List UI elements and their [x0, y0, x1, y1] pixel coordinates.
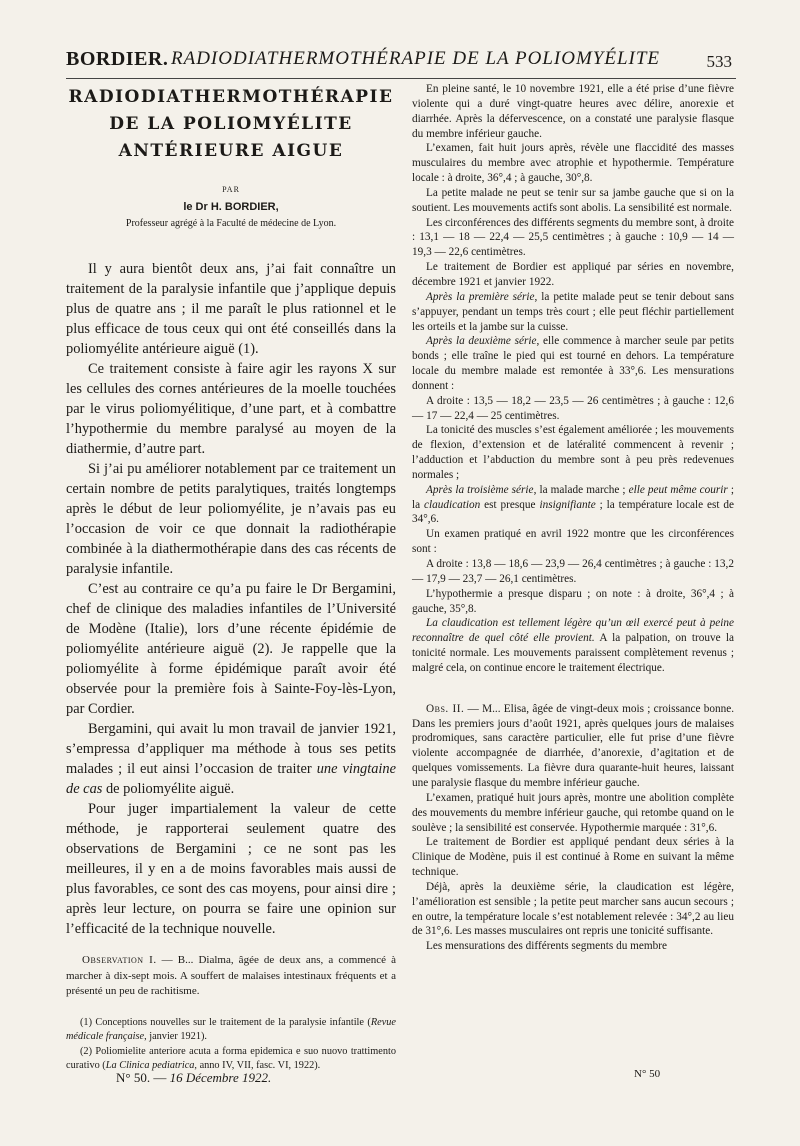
- main-text: [66, 259, 396, 939]
- footer-left: N° 50. — 16 Décembre 1922.: [116, 1070, 272, 1085]
- observation-2-label: Obs. II.: [426, 702, 465, 715]
- issue-number-right: N° 50: [634, 1068, 661, 1080]
- right-paragraph-14: La claudication est tellement légère qu’un œil exercé peut à peine reconnaître de quel côté elle provient. A la palpation, on trouve la tonicité normale. Les mouvements paraissent complètement revenus ; malgré cela, on continue encore le traitement électrique.: [412, 617, 734, 674]
- running-header: [66, 44, 736, 79]
- paragraph-6: Pour juger impartialement la valeur de cette méthode, je rapporterai seulement quatre des observations de Bergamini ; ce ne sont pas les meilleures, il y en a de moins favorables mais aussi de plus favorables, ce sont des cas moyens, pour ainsi dire ; après leur lecture, on pourra se faire une opinion sur l’efficacité de la technique nouvelle.: [66, 801, 396, 937]
- footnote-2: (2) Poliomielite anteriore acuta a forma epidemica e suo nuovo trattimento curativo (La Clinica pediatrica, anno IV, VII, fasc. VI, 1922).: [66, 1045, 396, 1071]
- article-title-line-2: DE LA POLIOMYÉLITE: [109, 114, 353, 134]
- right-paragraph-15: L’examen, pratiqué huit jours après, montre une abolition complète des mouvements du membre inférieur gauche, qui retombe quand on le soulève ; la sensibilité est conservée. Hypothermie marquée : 31°,6.: [412, 791, 734, 834]
- emphasis-vingtaine: une vingtaine de cas: [66, 761, 396, 797]
- observation-2: Obs. II. — M... Elisa, âgée de vingt-deux mois ; croissance bonne. Dans les premiers jours d’août 1921, après quelques jours de malaises prodromiques, sans caractère particulier, elle fut prise d’une fièvre violente accompagnée de diarrhée, d’anorexie, d’agitation et de quelques vomissements. La fièvre dura quarante-huit heures, laissant une paralysie flasque du membre inférieur gauche.: [412, 702, 735, 789]
- paragraph-5: Bergamini, qui avait lu mon travail de janvier 1921, s’empressa d’appliquer ma méthode à tous ses petits malades ; il eut ainsi l’occasion de traiter une vingtaine de cas de poliomyélite aiguë.: [66, 721, 396, 797]
- paragraph-1: Il y aura bientôt deux ans, j’ai fait connaître un traitement de la paralysie infantile que j’applique depuis plus de quatre ans ; il me paraît le plus rationnel et le plus efficace de tous ceux qui ont été conseillés dans la poliomyélite antérieure aiguë (1).: [66, 261, 396, 357]
- right-measurements-1: A droite : 13,5 — 18,2 — 23,5 — 26 centimètres ; à gauche : 12,6 — 17 — 22,4 — 25 centimètres.: [412, 394, 734, 422]
- observation-1: [66, 953, 396, 1000]
- right-paragraph-9: La tonicité des muscles s’est également améliorée ; les mouvements de flexion, d’extension et de latéralité commencent à revenir ; l’adduction et l’abduction du membre sont à peu près redevenues normales ;: [412, 424, 734, 481]
- right-paragraph-17: Déjà, après la deuxième série, la claudication est légère, l’amélioration est sensible ; la petite peut marcher sans aucun secours ; en outre, la température locale s’est notablement relevée : 34°,2 au lieu de 31°,6. Les masses musculaires ont repris une tonicité suffisante.: [412, 880, 734, 938]
- issue-number-left: N° 50.: [116, 1070, 151, 1085]
- byline: PAR: [222, 185, 240, 194]
- right-paragraph-13: L’hypothermie a presque disparu ; on note : à droite, 36°,4 ; à gauche, 35°,8.: [412, 587, 734, 615]
- right-column: [412, 82, 734, 954]
- right-paragraph-7: Après la deuxième série, elle commence à marcher seule par petits bonds ; elle traîne le pied qui est tourné en dehors. La température locale du membre malade est remontée à 33°,6. Les mensurations donnent :: [412, 335, 734, 392]
- observation-1-label: Observation I.: [82, 954, 157, 966]
- right-paragraph-4: Les circonférences des différents segments du membre sont, à droite : 13,1 — 18 — 22,4 — 25,5 centimètres ; à gauche : 10,9 — 14 — 19,3 — 22,6 centimètres.: [412, 216, 734, 259]
- author-name: le Dr H. BORDIER,: [183, 201, 279, 213]
- right-measurements-2: A droite : 13,8 — 18,6 — 23,9 — 26,4 centimètres ; à gauche : 13,2 — 17,9 — 23,7 — 26,1 centimètres.: [412, 558, 734, 585]
- right-paragraph-16: Le traitement de Bordier est appliqué pendant deux séries à la Clinique de Modène, puis il est continué à Rome en suivant la même technique.: [412, 836, 734, 879]
- footnote-1: (1) Conceptions nouvelles sur le traitement de la paralysie infantile (Revue médicale française, janvier 1921).: [66, 1016, 396, 1042]
- header-author: BORDIER.: [66, 48, 169, 70]
- article-title-line-3: ANTÉRIEURE AIGUE: [118, 141, 344, 161]
- right-paragraph-5: Le traitement de Bordier est appliqué par séries en novembre, décembre 1921 et janvier 1922.: [412, 261, 734, 288]
- header-title: RADIODIATHERMOTHÉRAPIE DE LA POLIOMYÉLITE: [171, 48, 661, 69]
- right-paragraph-10: Après la troisième série, la malade marche ; elle peut même courir ; la claudication est presque insignifiante ; la température locale est de 34°,6.: [412, 483, 734, 526]
- right-paragraph-6: Après la première série, la petite malade peut se tenir debout sans s’appuyer, pendant un temps très court ; elle peut fléchir partiellement les orteils et la jambe sur la cuisse.: [412, 290, 734, 333]
- page-number: 533: [706, 52, 732, 71]
- right-paragraph-2: L’examen, fait huit jours après, révèle une flaccidité des masses musculaires du membre avec atrophie et hypothermie. Température locale : à droite, 36°,4 ; à gauche, 30°,8.: [412, 142, 734, 185]
- footnotes: [66, 1016, 396, 1074]
- right-paragraph-18: Les mensurations des différents segments du membre: [426, 940, 667, 953]
- section-gap: [412, 676, 734, 702]
- left-column: [66, 84, 396, 1074]
- right-paragraph-3: La petite malade ne peut se tenir sur sa jambe gauche que si on la soutient. Les mouvements actifs sont abolis. La sensibilité est normale.: [412, 186, 734, 214]
- paragraph-3: Si j’ai pu améliorer notablement par ce traitement un certain nombre de petits paralytiques, traités longtemps après le début de leur poliomyélite, je n’avais pas eu l’occasion de voir ce que donnait la radiothérapie combinée à la diathermothérapie dans des cas récents de paralysie infantile.: [66, 461, 396, 577]
- paragraph-4: C’est au contraire ce qu’a pu faire le Dr Bergamini, chef de clinique des maladies infantiles de l’Université de Modène (Italie), lors d’une récente épidémie de poliomyélite antérieure aiguë (2). Je rappelle que la poliomyélite à forme épidémique paraît avoir été observée pour la première fois à Sainte-Foy-lès-Lyon, par Cordier.: [66, 581, 396, 717]
- author-affiliation: Professeur agrégé à la Faculté de médecine de Lyon.: [125, 218, 337, 229]
- observation-1-text: — B... Dialma, âgée de deux ans, a commencé à marcher à dix-sept mois. A souffert de malaises intestinaux fréquents et a présenté un peu de rachitisme.: [66, 954, 397, 997]
- issue-date: 16 Décembre 1922.: [169, 1070, 272, 1085]
- right-paragraph-11: Un examen pratiqué en avril 1922 montre que les circonférences sont :: [412, 528, 734, 556]
- article-title-line-1: RADIODIATHERMOTHÉRAPIE: [68, 87, 394, 107]
- right-paragraph-1: En pleine santé, le 10 novembre 1921, elle a été prise d’une fièvre violente qui a duré vingt-quatre heures avec délire, anorexie et diarrhée. Après la défervescence, on a constaté une paralysie flasque du membre inférieur gauche.: [412, 83, 734, 140]
- paragraph-2: Ce traitement consiste à faire agir les rayons X sur les cellules des cornes antérieures de la moelle touchées par le virus poliomyélitique, d’une part, et à combattre l’hypothermie du membre paralysé au moyen de la diathermie, d’autre part.: [66, 361, 396, 457]
